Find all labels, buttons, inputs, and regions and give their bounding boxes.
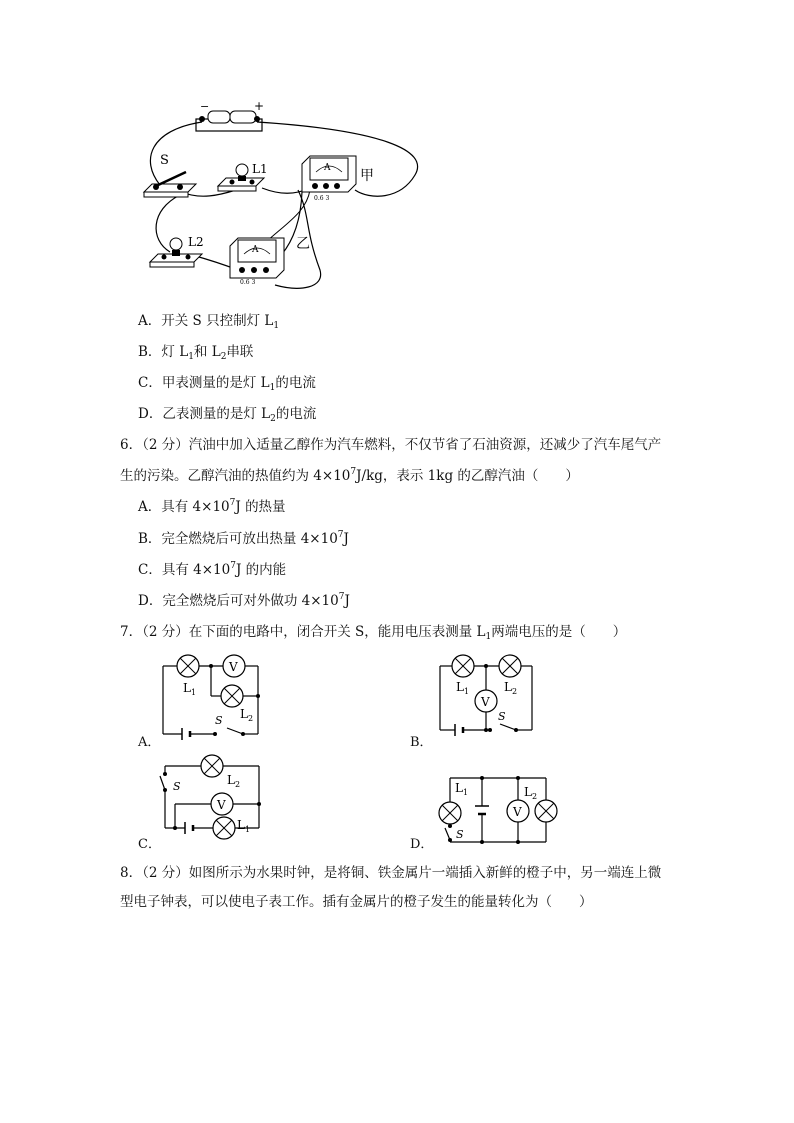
svg-text:L: L — [237, 818, 245, 832]
q7-option-D-label[interactable]: D． — [410, 837, 434, 852]
meter-scale-yi: 0.6 3 — [240, 279, 256, 286]
svg-text:1: 1 — [463, 788, 469, 797]
q6-option-C[interactable]: C．具有 $4\times 10^7J$ 的内能 — [138, 561, 287, 578]
svg-text:1: 1 — [464, 687, 470, 696]
lamp-L1 — [218, 162, 268, 191]
svg-text:S: S — [456, 828, 464, 841]
q7-circuit-B[interactable] — [430, 652, 542, 744]
q7-stem: 7．（2 分）在下面的电路中，闭合开关 S，能用电压表测量 $L_1$两端电压的是（ ） — [120, 624, 627, 642]
svg-text:V: V — [229, 660, 238, 674]
q6-option-B[interactable]: B．完全燃烧后可放出热量 $4\times 10^7J$ — [138, 530, 349, 547]
lamp-icon — [221, 685, 243, 707]
q7-circuit-D[interactable] — [430, 768, 560, 850]
svg-text:V: V — [513, 805, 522, 819]
lamp-icon — [201, 755, 223, 777]
battery-minus: − — [200, 100, 210, 113]
svg-text:L: L — [504, 680, 512, 694]
q7-option-A-label[interactable]: A． — [138, 735, 161, 750]
svg-text:L: L — [524, 785, 532, 799]
label-S: S — [160, 153, 169, 168]
lamp-L2 — [150, 235, 204, 267]
q6-option-A[interactable]: A．具有 $4\times 10^7J$ 的热量 — [138, 498, 286, 515]
lamp-icon — [213, 817, 235, 839]
svg-text:2: 2 — [532, 792, 538, 801]
lamp-icon — [439, 802, 461, 824]
battery — [196, 100, 264, 131]
q7-option-C-label[interactable]: C． — [138, 837, 161, 852]
lamp-icon — [177, 655, 199, 677]
switch-S — [144, 153, 196, 197]
q6-option-D[interactable]: D．完全燃烧后可对外做功 $4\times 10^7J$ — [138, 592, 350, 609]
q8-stem-line1: 8．（2 分）如图所示为水果时钟，是将铜、铁金属片一端插入新鲜的橙子中，另一端连上微 — [120, 865, 662, 881]
q5-option-B[interactable]: B．灯 $L_1$和 $L_2$串联 — [138, 344, 254, 362]
svg-text:S: S — [215, 714, 223, 727]
ammeter-yi — [230, 236, 310, 286]
svg-text:S: S — [498, 710, 506, 723]
svg-text:V: V — [481, 695, 490, 709]
q7-circuit-A[interactable] — [155, 652, 270, 744]
svg-text:S: S — [173, 780, 181, 793]
label-yi: 乙 — [296, 236, 310, 252]
circuit-figure-q5 — [130, 100, 450, 300]
lamp-icon — [499, 655, 521, 677]
meter-scale-jia: 0.6 3 — [314, 195, 330, 202]
svg-text:1: 1 — [191, 688, 197, 697]
svg-text:2: 2 — [248, 714, 254, 723]
q5-option-D[interactable]: D．乙表测量的是灯 $L_2$的电流 — [138, 406, 317, 424]
q7-option-B-label[interactable]: B． — [410, 735, 433, 750]
q8-stem-line2: 型电子钟表，可以使电子表工作。插有金属片的橙子发生的能量转化为（ ） — [120, 894, 593, 910]
svg-text:L: L — [240, 707, 248, 721]
meter-label-jia: A — [324, 163, 331, 173]
label-L2: L2 — [188, 235, 204, 249]
voltmeter-icon — [223, 655, 245, 677]
meter-label-yi: A — [252, 245, 259, 255]
q6-stem-line2: 生的污染。乙醇汽油的热值约为 $4\times 10^7J/kg$，表示 1kg 的乙醇汽油（ ） — [120, 467, 579, 484]
svg-text:L: L — [456, 680, 464, 694]
ammeter-jia — [302, 156, 374, 202]
lamp-icon — [535, 800, 557, 822]
q7-circuit-C[interactable] — [155, 754, 270, 846]
q5-option-C[interactable]: C．甲表测量的是灯 $L_1$的电流 — [138, 375, 316, 393]
svg-text:V: V — [217, 798, 226, 812]
voltmeter-icon — [507, 800, 529, 822]
svg-text:L: L — [455, 781, 463, 795]
label-jia: 甲 — [360, 168, 374, 184]
battery-plus: + — [254, 100, 265, 113]
svg-text:2: 2 — [235, 780, 241, 789]
svg-text:1: 1 — [245, 825, 251, 834]
svg-text:L: L — [227, 773, 235, 787]
voltmeter-icon — [211, 793, 233, 815]
label-L1: L1 — [252, 162, 268, 176]
q5-option-A[interactable]: A．开关 S 只控制灯 $L_1$ — [138, 313, 280, 331]
svg-text:L: L — [183, 681, 191, 695]
voltmeter-icon — [475, 690, 497, 712]
lamp-icon — [452, 655, 474, 677]
svg-text:2: 2 — [512, 687, 518, 696]
q6-stem-line1: 6．（2 分）汽油中加入适量乙醇作为汽车燃料，不仅节省了石油资源，还减少了汽车尾气产 — [120, 437, 662, 453]
